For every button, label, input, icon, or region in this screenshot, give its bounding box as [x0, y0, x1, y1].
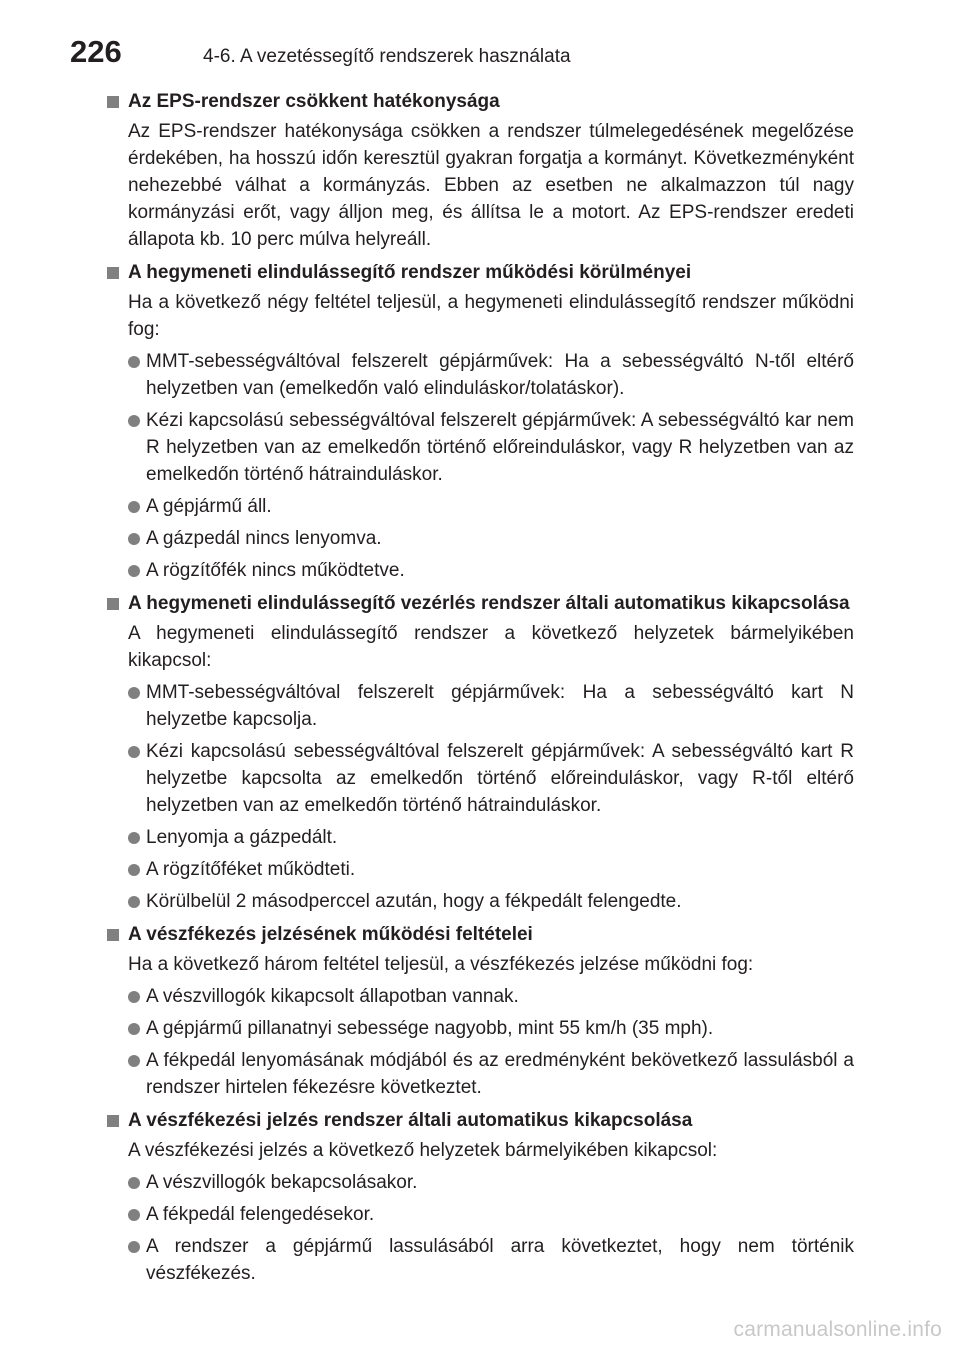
list-item [107, 738, 854, 819]
section-hill-start-conditions [107, 259, 854, 584]
section-heading [107, 921, 854, 948]
circle-bullet-icon [128, 356, 140, 368]
square-bullet-icon [107, 267, 119, 279]
circle-bullet-icon [128, 1177, 140, 1189]
list-item-text: A vészvillogók kikapcsolt állapotban vannak. [146, 986, 519, 1007]
page-header [70, 34, 870, 74]
square-bullet-icon [107, 96, 119, 108]
section-heading [107, 590, 854, 617]
section-heading-text: A vészfékezési jelzés rendszer általi automatikus kikapcsolása [128, 1110, 693, 1131]
list-item [107, 557, 854, 584]
square-bullet-icon [107, 1115, 119, 1127]
section-heading-text: Az EPS-rendszer csökkent hatékonysága [128, 91, 500, 112]
section-paragraph: Az EPS-rendszer hatékonysága csökken a rendszer túlmelegedésének megelőzése érdekében, ha hosszú időn keresztül gyakran forgatja a kormányt. Következményként nehezebbé válhat a kormányzás. Ebben az esetben ne alkalmazzon túl nagy kormányzási erőt, vagy álljon meg, és állítsa le a motort. Az EPS-rendszer eredeti állapota kb. 10 perc múlva helyreáll. [128, 121, 854, 250]
circle-bullet-icon [128, 864, 140, 876]
page-number: 226 [70, 34, 122, 69]
section-eps-reduced-efficiency [107, 88, 854, 253]
section-paragraph: A hegymeneti elindulássegítő rendszer a következő helyzetek bármelyikében kikapcsol: [128, 623, 854, 671]
list-item [107, 348, 854, 402]
circle-bullet-icon [128, 991, 140, 1003]
list-item [107, 856, 854, 883]
list-item [107, 1233, 854, 1287]
page-content [107, 88, 854, 1287]
section-emergency-brake-signal-conditions [107, 921, 854, 1101]
list-item [107, 983, 854, 1010]
chapter-title: 4-6. A vezetéssegítő rendszerek használata [203, 46, 571, 67]
list-item [107, 1169, 854, 1196]
list-item-text: A rögzítőféket működteti. [146, 859, 356, 880]
list-item-text: A fékpedál lenyomásának módjából és az eredményként bekövetkező lassulásból a rendszer hirtelen fékezésre következtet. [146, 1050, 854, 1098]
section-heading [107, 88, 854, 115]
square-bullet-icon [107, 929, 119, 941]
circle-bullet-icon [128, 415, 140, 427]
section-hill-start-auto-off [107, 590, 854, 915]
circle-bullet-icon [128, 533, 140, 545]
list-item-text: MMT-sebességváltóval felszerelt gépjárművek: Ha a sebességváltó N-től eltérő helyzetben van (emelkedőn való elinduláskor/tolatáskor). [146, 351, 854, 399]
section-heading [107, 259, 854, 286]
list-item [107, 1047, 854, 1101]
section-emergency-brake-signal-auto-off [107, 1107, 854, 1287]
section-heading-text: A hegymeneti elindulássegítő vezérlés rendszer általi automatikus kikapcsolása [128, 593, 850, 614]
list-item [107, 493, 854, 520]
section-paragraph: Ha a következő négy feltétel teljesül, a hegymeneti elindulássegítő rendszer működni fog: [128, 292, 854, 340]
circle-bullet-icon [128, 501, 140, 513]
circle-bullet-icon [128, 687, 140, 699]
list-item-text: A vészvillogók bekapcsolásakor. [146, 1172, 418, 1193]
section-heading-text: A vészfékezés jelzésének működési feltételei [128, 924, 533, 945]
section-paragraph: A vészfékezési jelzés a következő helyzetek bármelyikében kikapcsol: [128, 1140, 718, 1161]
section-heading [107, 1107, 854, 1134]
list-item-text: Körülbelül 2 másodperccel azután, hogy a fékpedált felengedte. [146, 891, 682, 912]
list-item-text: A gépjármű pillanatnyi sebessége nagyobb, mint 55 km/h (35 mph). [146, 1018, 714, 1039]
section-heading-text: A hegymeneti elindulássegítő rendszer működési körülményei [128, 262, 692, 283]
circle-bullet-icon [128, 1209, 140, 1221]
list-item-text: A rögzítőfék nincs működtetve. [146, 560, 405, 581]
list-item-text: MMT-sebességváltóval felszerelt gépjárművek: Ha a sebességváltó kart N helyzetbe kapcsolja. [146, 682, 854, 730]
circle-bullet-icon [128, 1055, 140, 1067]
circle-bullet-icon [128, 1023, 140, 1035]
list-item-text: Kézi kapcsolású sebességváltóval felszerelt gépjárművek: A sebességváltó kar nem R helyzetben van az emelkedőn történő előreinduláskor, vagy R helyzetben van az emelkedőn történő hátrainduláskor. [146, 410, 854, 485]
circle-bullet-icon [128, 896, 140, 908]
list-item [107, 1201, 854, 1228]
list-item [107, 1015, 854, 1042]
list-item-text: A fékpedál felengedésekor. [146, 1204, 375, 1225]
list-item [107, 888, 854, 915]
circle-bullet-icon [128, 1241, 140, 1253]
list-item-text: A rendszer a gépjármű lassulásából arra következtet, hogy nem történik vészfékezés. [146, 1236, 854, 1284]
circle-bullet-icon [128, 565, 140, 577]
list-item [107, 824, 854, 851]
section-paragraph: Ha a következő három feltétel teljesül, a vészfékezés jelzése működni fog: [128, 954, 754, 975]
list-item-text: Lenyomja a gázpedált. [146, 827, 338, 848]
square-bullet-icon [107, 598, 119, 610]
list-item-text: Kézi kapcsolású sebességváltóval felszerelt gépjárművek: A sebességváltó kart R helyzetbe kapcsolta az emelkedőn történő előreinduláskor, vagy R-től eltérő helyzetben van az emelkedőn történő hátrainduláskor. [146, 741, 854, 816]
circle-bullet-icon [128, 832, 140, 844]
list-item-text: A gázpedál nincs lenyomva. [146, 528, 382, 549]
list-item [107, 407, 854, 488]
list-item [107, 679, 854, 733]
list-item [107, 525, 854, 552]
watermark: carmanualsonline.info [733, 1318, 942, 1341]
circle-bullet-icon [128, 746, 140, 758]
list-item-text: A gépjármű áll. [146, 496, 272, 517]
